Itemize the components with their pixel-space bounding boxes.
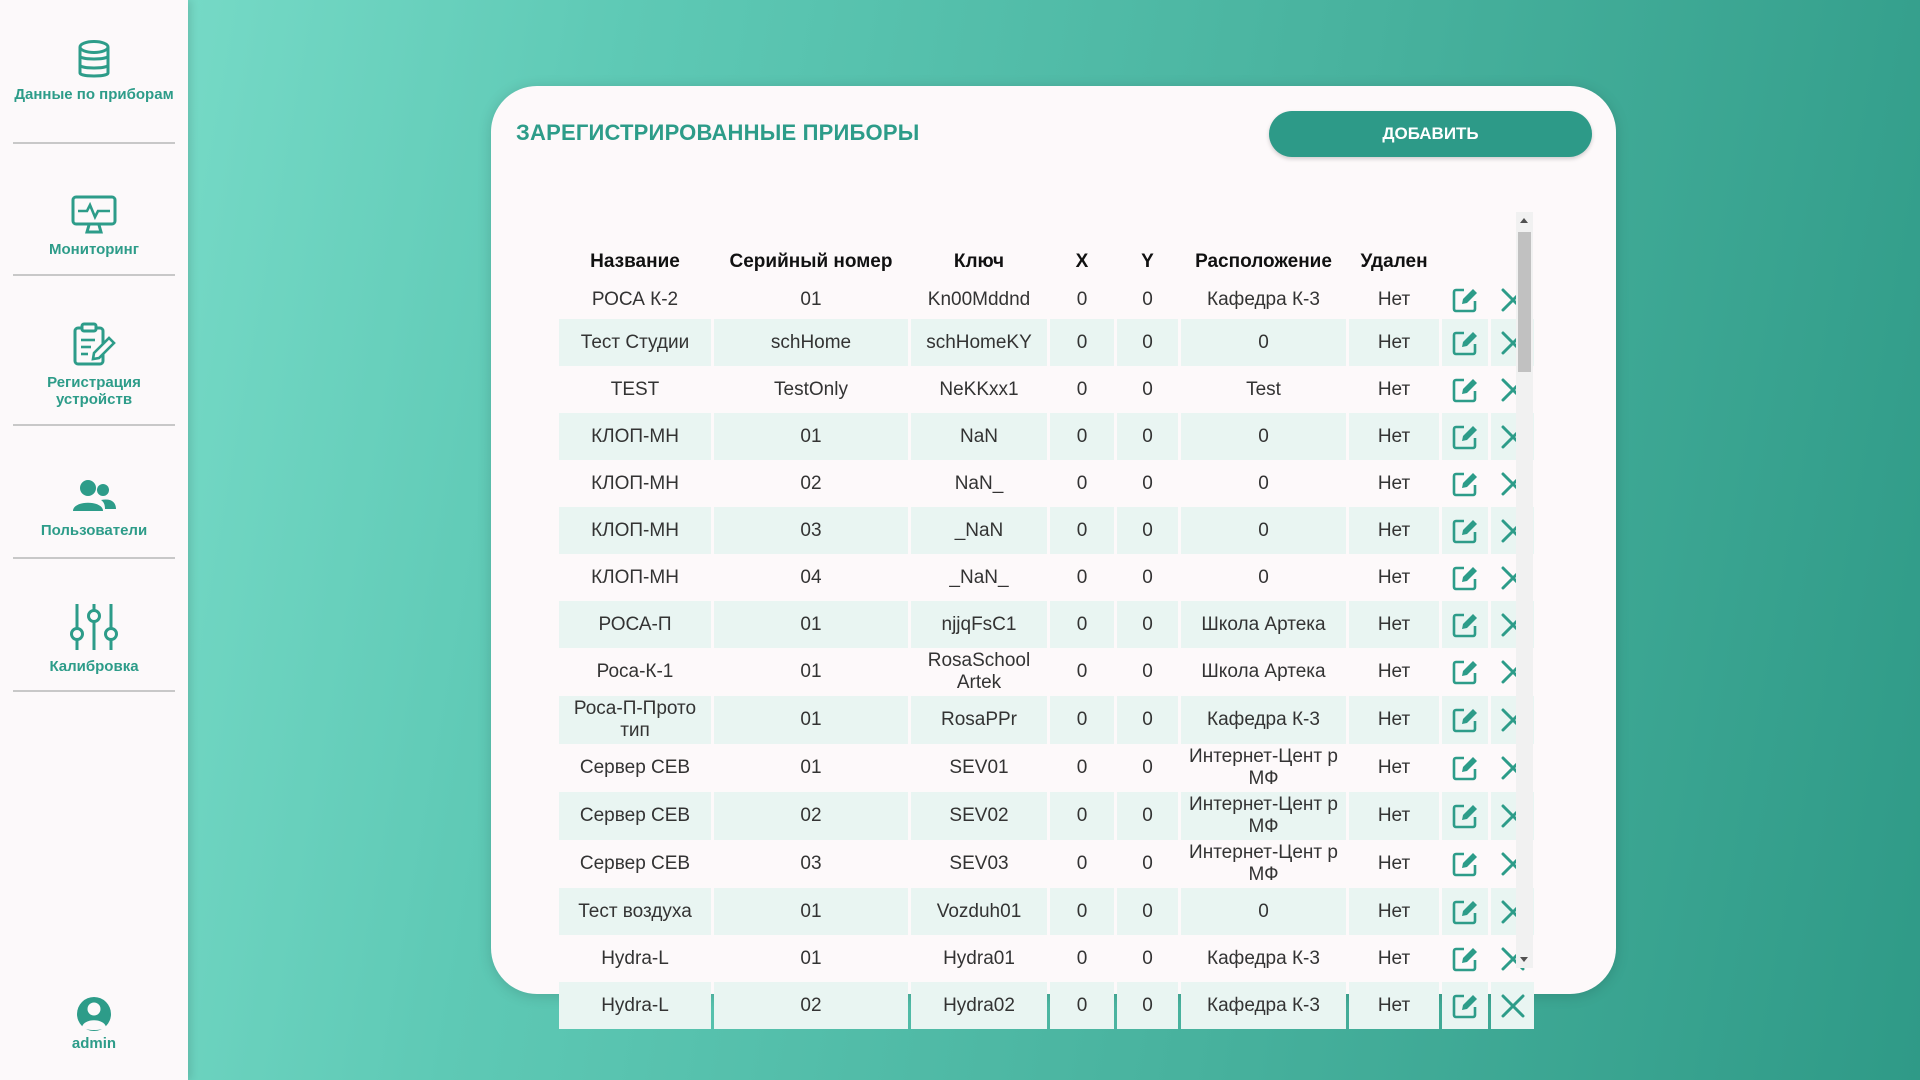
cell-key: Hydra02 bbox=[911, 982, 1047, 1029]
cell-key: njjqFsC1 bbox=[911, 601, 1047, 648]
table-row bbox=[559, 648, 1592, 696]
table-body bbox=[559, 280, 1592, 1032]
cell-key: RosaPPr bbox=[911, 696, 1047, 744]
table-scrollbar[interactable] bbox=[1516, 212, 1533, 968]
edit-icon[interactable] bbox=[1442, 696, 1488, 744]
edit-icon[interactable] bbox=[1442, 792, 1488, 840]
cell-name: Сервер СЕВ bbox=[579, 757, 691, 778]
cell-key: NaN_ bbox=[954, 472, 1004, 494]
cell-y: 0 bbox=[1142, 472, 1153, 494]
cell-y: 0 bbox=[1117, 888, 1178, 935]
sidebar-item-calibration[interactable] bbox=[13, 602, 175, 692]
cell-deleted: Нет bbox=[1377, 378, 1411, 400]
cell-serial: 01 bbox=[800, 288, 822, 310]
cell-name: Роса-П-Прото тип bbox=[559, 696, 711, 744]
scroll-down-arrow-icon[interactable] bbox=[1520, 957, 1528, 962]
username: admin bbox=[71, 1035, 117, 1052]
user-profile[interactable] bbox=[0, 996, 188, 1052]
cell-y: 0 bbox=[1142, 661, 1153, 682]
edit-icon[interactable] bbox=[1442, 935, 1488, 982]
cell-name: КЛОП-МН bbox=[591, 472, 679, 494]
edit-icon[interactable] bbox=[1442, 840, 1488, 888]
cell-x: 0 bbox=[1076, 947, 1088, 969]
table-row bbox=[559, 507, 1592, 554]
cell-name: РОСА К-2 bbox=[591, 288, 679, 310]
table-row bbox=[559, 280, 1592, 319]
cell-location: Интернет-Цент р МФ bbox=[1181, 792, 1346, 840]
edit-icon[interactable] bbox=[1442, 648, 1488, 696]
sidebar-item-label: Калибровка bbox=[49, 658, 139, 675]
cell-location: 0 bbox=[1181, 413, 1346, 460]
cell-name: Тест воздуха bbox=[559, 888, 711, 935]
cell-x: 0 bbox=[1076, 853, 1088, 874]
cell-deleted: Нет bbox=[1377, 288, 1411, 310]
cell-serial: TestOnly bbox=[774, 378, 848, 400]
cell-y: 0 bbox=[1142, 288, 1153, 310]
edit-icon[interactable] bbox=[1442, 744, 1488, 792]
cell-x: 0 bbox=[1050, 792, 1114, 840]
cell-serial: 01 bbox=[714, 888, 908, 935]
cell-deleted: Нет bbox=[1377, 853, 1411, 874]
table-row bbox=[559, 366, 1592, 413]
cell-key: RosaSchool Artek bbox=[927, 650, 1031, 693]
cell-key: SEV02 bbox=[911, 792, 1047, 840]
cell-x: 0 bbox=[1076, 757, 1088, 778]
cell-y: 0 bbox=[1142, 378, 1153, 400]
cell-deleted: Нет bbox=[1349, 888, 1439, 935]
cell-serial: 02 bbox=[714, 982, 908, 1029]
cell-location: 0 bbox=[1258, 472, 1269, 494]
edit-icon[interactable] bbox=[1442, 319, 1488, 366]
cell-x: 0 bbox=[1050, 982, 1114, 1029]
cell-x: 0 bbox=[1050, 696, 1114, 744]
cell-name: TEST bbox=[610, 378, 660, 400]
cell-deleted: Нет bbox=[1349, 792, 1439, 840]
cell-serial: 01 bbox=[714, 696, 908, 744]
cell-key: Kn00Mddnd bbox=[927, 288, 1031, 310]
cell-name: КЛОП-МН bbox=[559, 413, 711, 460]
edit-icon[interactable] bbox=[1442, 280, 1488, 319]
cell-deleted: Нет bbox=[1377, 947, 1411, 969]
cell-name: РОСА-П bbox=[559, 601, 711, 648]
table-header bbox=[559, 244, 1592, 280]
cell-key: Hydra01 bbox=[943, 947, 1015, 969]
cell-key: NeKKxx1 bbox=[939, 378, 1019, 400]
cell-y: 0 bbox=[1117, 792, 1178, 840]
edit-icon[interactable] bbox=[1442, 888, 1488, 935]
cell-serial: 03 bbox=[714, 507, 908, 554]
cell-name: Тест Студии bbox=[559, 319, 711, 366]
cell-location: Кафедра К-3 bbox=[1181, 696, 1346, 744]
delete-icon[interactable] bbox=[1491, 982, 1534, 1029]
cell-deleted: Нет bbox=[1377, 661, 1411, 682]
edit-icon[interactable] bbox=[1442, 366, 1488, 413]
cell-key: _NaN bbox=[911, 507, 1047, 554]
sidebar bbox=[0, 0, 188, 1080]
table-row bbox=[559, 840, 1592, 888]
cell-location: Интернет-Цент р МФ bbox=[1189, 842, 1338, 885]
page-title: ЗАРЕГИСТРИРОВАННЫЕ ПРИБОРЫ bbox=[516, 120, 920, 145]
column-header-deleted: Удален bbox=[1360, 251, 1428, 272]
cell-serial: 01 bbox=[714, 601, 908, 648]
cell-key: Vozduh01 bbox=[911, 888, 1047, 935]
edit-icon[interactable] bbox=[1442, 507, 1488, 554]
cell-deleted: Нет bbox=[1377, 566, 1411, 588]
clipboard-edit-icon bbox=[71, 322, 117, 368]
cell-y: 0 bbox=[1117, 319, 1178, 366]
sidebar-item-device-registration[interactable] bbox=[13, 322, 175, 426]
edit-icon[interactable] bbox=[1442, 460, 1488, 507]
cell-key: schHomeKY bbox=[911, 319, 1047, 366]
cell-x: 0 bbox=[1076, 472, 1088, 494]
cell-deleted: Нет bbox=[1349, 982, 1439, 1029]
cell-y: 0 bbox=[1142, 853, 1153, 874]
cell-x: 0 bbox=[1050, 888, 1114, 935]
cell-location: Школа Артека bbox=[1181, 601, 1346, 648]
cell-deleted: Нет bbox=[1377, 472, 1411, 494]
cell-deleted: Нет bbox=[1349, 319, 1439, 366]
table-row bbox=[559, 696, 1592, 744]
cell-serial: 02 bbox=[800, 472, 822, 494]
cell-location: Школа Артека bbox=[1201, 661, 1326, 682]
column-header-y: Y bbox=[1141, 251, 1154, 272]
edit-icon[interactable] bbox=[1442, 413, 1488, 460]
cell-serial: 03 bbox=[800, 853, 822, 874]
cell-y: 0 bbox=[1142, 947, 1153, 969]
cell-serial: 01 bbox=[800, 947, 822, 969]
column-header-location: Расположение bbox=[1195, 251, 1332, 272]
column-header-x: X bbox=[1075, 251, 1089, 272]
cell-x: 0 bbox=[1050, 319, 1114, 366]
table-row bbox=[559, 319, 1592, 366]
user-avatar-icon bbox=[76, 996, 112, 1032]
cell-location: Кафедра К-3 bbox=[1207, 947, 1320, 969]
sidebar-item-device-data[interactable] bbox=[13, 40, 175, 144]
cell-y: 0 bbox=[1117, 507, 1178, 554]
scrollbar-thumb[interactable] bbox=[1518, 232, 1531, 372]
cell-location: Кафедра К-3 bbox=[1181, 982, 1346, 1029]
sidebar-item-label: Регистрация устройств bbox=[47, 374, 141, 408]
table-row bbox=[559, 888, 1592, 935]
cell-location: 0 bbox=[1181, 507, 1346, 554]
table-row bbox=[559, 554, 1592, 601]
cell-x: 0 bbox=[1050, 601, 1114, 648]
cell-x: 0 bbox=[1050, 507, 1114, 554]
sliders-icon bbox=[69, 602, 119, 652]
table-row bbox=[559, 413, 1592, 460]
cell-y: 0 bbox=[1117, 696, 1178, 744]
cell-serial: 01 bbox=[714, 413, 908, 460]
cell-name: Сервер СЕВ bbox=[559, 792, 711, 840]
cell-name: Сервер СЕВ bbox=[579, 853, 691, 874]
cell-y: 0 bbox=[1142, 566, 1153, 588]
cell-name: КЛОП-МН bbox=[591, 566, 679, 588]
sidebar-item-label: Данные по приборам bbox=[14, 86, 174, 103]
cell-deleted: Нет bbox=[1349, 507, 1439, 554]
column-header-serial: Серийный номер bbox=[729, 251, 893, 272]
column-header-key: Ключ bbox=[953, 251, 1005, 272]
table-row bbox=[559, 744, 1592, 792]
cell-location: Test bbox=[1246, 378, 1281, 400]
cell-name: Hydra-L bbox=[559, 982, 711, 1029]
cell-location: 0 bbox=[1258, 566, 1269, 588]
table-row bbox=[559, 935, 1592, 982]
cell-name: Hydra-L bbox=[601, 947, 669, 969]
table-row bbox=[559, 982, 1592, 1029]
database-icon bbox=[77, 40, 111, 80]
cell-x: 0 bbox=[1050, 413, 1114, 460]
cell-deleted: Нет bbox=[1377, 757, 1411, 778]
scroll-up-arrow-icon[interactable] bbox=[1520, 218, 1528, 223]
cell-x: 0 bbox=[1076, 661, 1088, 682]
cell-serial: 01 bbox=[800, 757, 822, 778]
cell-x: 0 bbox=[1076, 378, 1088, 400]
cell-serial: 02 bbox=[714, 792, 908, 840]
cell-x: 0 bbox=[1076, 566, 1088, 588]
table-row bbox=[559, 460, 1592, 507]
cell-deleted: Нет bbox=[1349, 413, 1439, 460]
sidebar-item-label: Пользователи bbox=[40, 522, 148, 539]
cell-serial: 01 bbox=[800, 661, 822, 682]
cell-deleted: Нет bbox=[1349, 696, 1439, 744]
edit-icon[interactable] bbox=[1442, 982, 1488, 1029]
cell-key: NaN bbox=[911, 413, 1047, 460]
sidebar-item-label: Мониторинг bbox=[49, 241, 139, 258]
cell-name: КЛОП-МН bbox=[559, 507, 711, 554]
devices-card bbox=[491, 86, 1616, 1016]
cell-serial: schHome bbox=[714, 319, 908, 366]
devices-table bbox=[559, 244, 1592, 1051]
add-device-button[interactable]: ДОБАВИТЬ bbox=[1269, 111, 1592, 157]
cell-y: 0 bbox=[1117, 413, 1178, 460]
cell-y: 0 bbox=[1142, 757, 1153, 778]
cell-serial: 04 bbox=[800, 566, 822, 588]
cell-y: 0 bbox=[1117, 601, 1178, 648]
column-header-name: Название bbox=[590, 251, 680, 272]
cell-location: Кафедра К-3 bbox=[1207, 288, 1320, 310]
table-row bbox=[559, 601, 1592, 648]
cell-deleted: Нет bbox=[1349, 601, 1439, 648]
cell-name: Роса-К-1 bbox=[596, 661, 674, 682]
cell-location: 0 bbox=[1181, 319, 1346, 366]
edit-icon[interactable] bbox=[1442, 601, 1488, 648]
cell-location: Интернет-Цент р МФ bbox=[1189, 746, 1338, 789]
sidebar-item-monitoring[interactable] bbox=[13, 195, 175, 276]
cell-y: 0 bbox=[1117, 982, 1178, 1029]
sidebar-item-users[interactable] bbox=[13, 478, 175, 559]
users-icon bbox=[71, 478, 117, 516]
table-row bbox=[559, 792, 1592, 840]
cell-key: SEV01 bbox=[949, 757, 1009, 778]
cell-key: SEV03 bbox=[949, 853, 1009, 874]
cell-location: 0 bbox=[1181, 888, 1346, 935]
cell-x: 0 bbox=[1076, 288, 1088, 310]
monitor-icon bbox=[71, 195, 117, 235]
cell-key: _NaN_ bbox=[949, 566, 1009, 588]
edit-icon[interactable] bbox=[1442, 554, 1488, 601]
